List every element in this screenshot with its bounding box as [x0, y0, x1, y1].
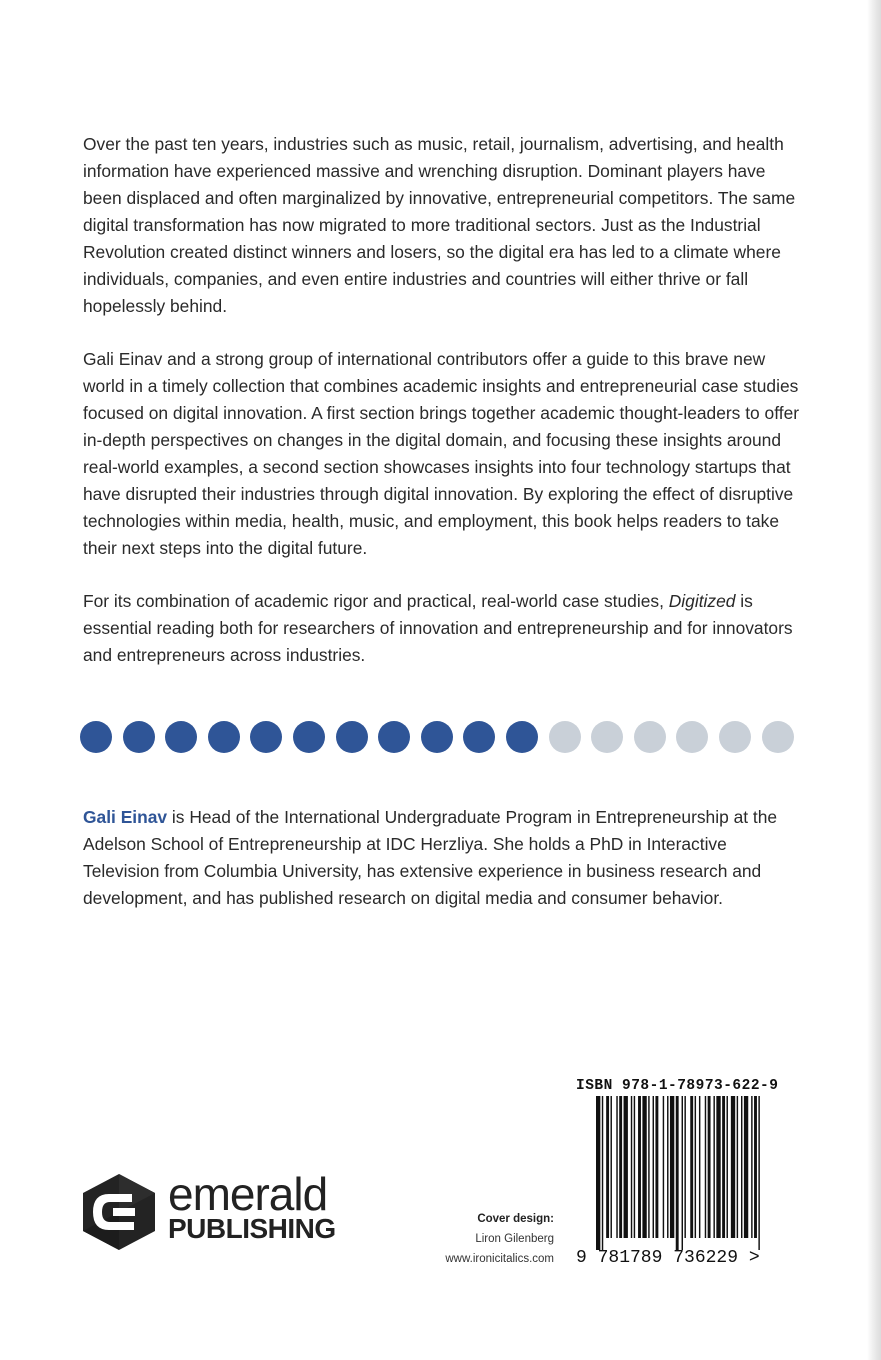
barcode-bar — [741, 1096, 742, 1238]
barcode-bar — [642, 1096, 646, 1238]
barcode-bar — [663, 1096, 664, 1238]
empty-dot — [591, 721, 623, 753]
barcode-bar — [713, 1096, 714, 1238]
barcode-bar — [708, 1096, 711, 1238]
barcode-bar — [616, 1096, 617, 1238]
barcode-bar — [631, 1096, 632, 1238]
book-description — [83, 131, 803, 695]
decorative-dot-row — [80, 721, 800, 755]
filled-dot — [506, 721, 538, 753]
barcode-digits: 9 781789 736229 > — [576, 1248, 760, 1268]
description-paragraph-3 — [83, 588, 803, 669]
barcode-bar — [727, 1096, 728, 1238]
cover-design-label: Cover design: — [477, 1213, 554, 1225]
book-title-italic: Digitized — [668, 591, 736, 611]
filled-dot — [80, 721, 112, 753]
barcode-bar — [611, 1096, 612, 1238]
description-paragraph-1: Over the past ten years, industries such as music, retail, journalism, advertising, and health information have experienced massive and wrenching disruption. Dominant players have been displaced and often marginalized by innovative, entrepreneurial competitors. The same digital transformation has now migrated to more traditional sectors. Just as the Industrial Revolution created distinct winners and losers, so the digital era has led to a climate where individuals, companies, and even entire industries and countries will either thrive or fall hopelessly behind. — [83, 134, 796, 316]
page-edge-shadow — [867, 0, 881, 1360]
barcode-bar — [670, 1096, 674, 1238]
filled-dot — [208, 721, 240, 753]
barcode-bar — [695, 1096, 696, 1238]
author-name: Gali Einav — [83, 807, 168, 827]
publisher-subname: PUBLISHING — [168, 1213, 336, 1244]
filled-dot — [293, 721, 325, 753]
isbn-label: ISBN 978-1-78973-622-9 — [576, 1078, 779, 1094]
author-bio-text: is Head of the International Undergraduate Program in Entrepreneurship at the Adelson School of Entrepreneurship at IDC Herzliya. She holds a PhD in Interactive Television from Columbia University, has extensive experience in business research and development, and has published research on digital media and consumer behavior. — [83, 807, 778, 908]
isbn-barcode — [576, 1078, 796, 1273]
barcode-bar — [653, 1096, 654, 1238]
cover-designer-url: www.ironicitalics.com — [445, 1253, 554, 1265]
filled-dot — [378, 721, 410, 753]
barcode-bar — [619, 1096, 622, 1238]
filled-dot — [165, 721, 197, 753]
barcode-bar — [676, 1096, 679, 1250]
filled-dot — [250, 721, 282, 753]
description-paragraph-2: Gali Einav and a strong group of international contributors offer a guide to this brave new world in a timely collection that combines academic insights and entrepreneurial case studies focused on digital innovation. A first section brings together academic thought-leaders to offer in-depth perspectives on changes in the digital domain, and focusing these insights around real-world examples, a second section showcases insights into four technology startups that have disrupted their industries through digital innovation. By exploring the effect of disruptive technologies within media, health, music, and employment, this book helps readers to take their next steps into the digital future. — [83, 349, 800, 558]
barcode-bar — [716, 1096, 720, 1238]
barcode-bar — [751, 1096, 752, 1238]
barcode-bar — [602, 1096, 603, 1250]
empty-dot — [634, 721, 666, 753]
filled-dot — [123, 721, 155, 753]
barcode-bar — [690, 1096, 693, 1238]
barcode-bar — [744, 1096, 748, 1238]
paragraph-text: For its combination of academic rigor and practical, real-world case studies, — [83, 591, 669, 611]
empty-dot — [719, 721, 751, 753]
barcode-bar — [667, 1096, 668, 1238]
publisher-wordmark — [168, 1168, 336, 1244]
empty-dot — [676, 721, 708, 753]
barcode-bar — [731, 1096, 735, 1238]
barcode-bar — [758, 1096, 759, 1250]
barcode-bar — [684, 1096, 685, 1238]
barcode-bar — [638, 1096, 641, 1238]
barcode-bar — [705, 1096, 706, 1238]
barcode-bar — [606, 1096, 609, 1238]
barcode-bar — [655, 1096, 658, 1238]
filled-dot — [421, 721, 453, 753]
cover-designer-name: Liron Gilenberg — [475, 1233, 554, 1245]
cover-credits — [445, 1209, 554, 1269]
barcode-bar — [648, 1096, 649, 1238]
barcode-bar — [722, 1096, 725, 1238]
barcode-bar — [634, 1096, 635, 1238]
barcode-bar — [624, 1096, 628, 1238]
publisher-name: emerald — [168, 1168, 328, 1220]
barcode-bar — [737, 1096, 738, 1238]
paragraph-text: is essential reading both for researchers of innovation and entrepreneurship and for innovators and entrepreneurs across industries. — [83, 591, 793, 665]
barcode-bars — [576, 1096, 784, 1250]
barcode-bar — [699, 1096, 700, 1238]
empty-dot — [762, 721, 794, 753]
barcode-bar — [596, 1096, 600, 1250]
emerald-hexagon-logo-icon — [80, 1172, 158, 1252]
filled-dot — [336, 721, 368, 753]
publisher-logo — [80, 1168, 340, 1252]
author-bio — [83, 804, 803, 912]
barcode-bar — [754, 1096, 757, 1238]
barcode-bar — [682, 1096, 683, 1250]
filled-dot — [463, 721, 495, 753]
empty-dot — [549, 721, 581, 753]
